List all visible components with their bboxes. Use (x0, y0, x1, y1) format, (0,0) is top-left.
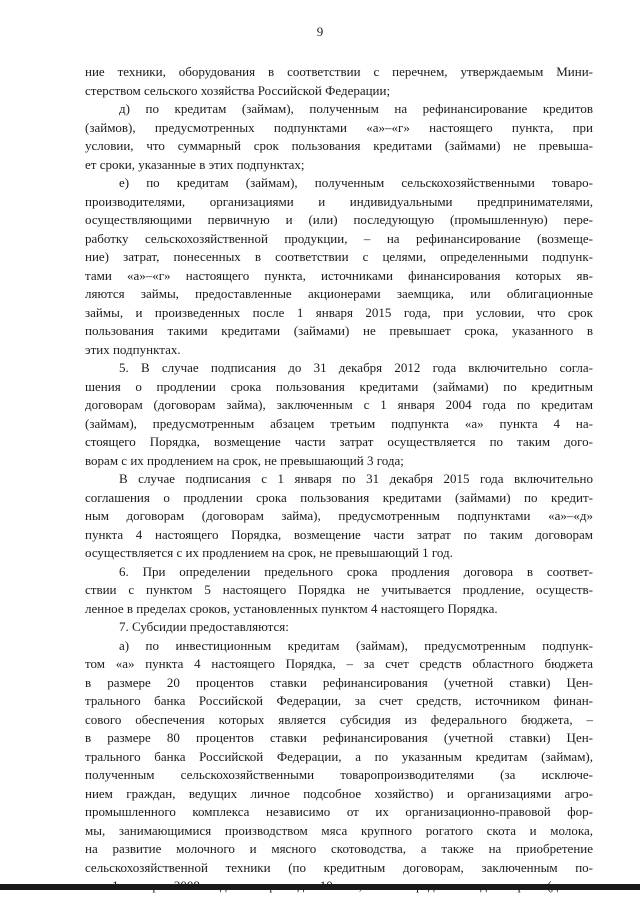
text-line: на развитие молочного и мясного скотоводства, а также на приобретение (85, 841, 593, 856)
text-line: сельскохозяйственной техники (по кредитным договорам, заключенным по- (85, 859, 593, 875)
text-line: нием граждан, ведущих личное подсобное хозяйство) и организациями агро- (85, 785, 593, 801)
document-body (85, 63, 593, 896)
text-line: е) по кредитам (займам), полученным сельскохозяйственными товаро- (119, 175, 593, 190)
text-line: ние) затрат, понесенных в соответствии с целями, определенными подпунк- (85, 249, 593, 264)
text-line: 6. При определении предельного срока продления договора в соответ- (119, 563, 593, 579)
text-line: 7. Субсидии предоставляются: (119, 619, 289, 634)
text-line: в размере 20 процентов ставки рефинансирования (учетной ставки) Цен- (85, 674, 593, 690)
text-line: займы, и произведенных после 1 января 2015 года, при условии, что срок (85, 304, 593, 320)
text-line: пункта 4 настоящего Порядка, возмещение части затрат по таким договорам (85, 526, 593, 542)
text-line: трального банка Российской Федерации, а по указанным кредитам (займам), (85, 748, 593, 764)
text-line: том «а» пункта 4 настоящего Порядка, – за счет средств областного бюджета (85, 656, 593, 671)
text-line: условии, что суммарный срок пользования кредитами (займами) не превыша- (85, 138, 593, 153)
text-line: производителями, организациями и индивидуальными предпринимателями, (85, 193, 593, 209)
text-line: этих подпунктах. (85, 341, 181, 357)
text-line: работку сельскохозяйственной продукции, – на рефинансирование (возмеще- (85, 230, 593, 246)
text-line: шения о продлении срока пользования кредитами (займами) по кредитным (85, 378, 593, 394)
text-line: осуществляющими первичную и (или) последующую (промышленную) пере- (85, 212, 593, 227)
text-line: ствии с пунктом 5 настоящего Порядка не учитывается продление, осуществ- (85, 582, 593, 597)
text-line: 5. В случае подписания до 31 декабря 2012 года включительно согла- (119, 360, 593, 375)
text-line: тами «а»–«г» настоящего пункта, источниками финансирования которых яв- (85, 267, 593, 283)
text-line: ние техники, оборудования в соответствии с перечнем, утверждаемым Мини- (85, 64, 593, 79)
text-line: промышленного комплекса независимо от их организационно-правовой фор- (85, 804, 593, 819)
text-line: ным договорам (договорам займа), предусмотренным подпунктами «а»–«д» (85, 508, 593, 523)
text-line: ленное в пределах сроков, установленных пунктом 4 настоящего Порядка. (85, 600, 498, 616)
text-line: В случае подписания с 1 января по 31 декабря 2015 года включительно (119, 471, 593, 486)
page-number: 9 (316, 24, 324, 39)
text-line: а) по инвестиционным кредитам (займам), предусмотренным подпунк- (119, 637, 593, 653)
text-line: сового обеспечения которых является субсидия из федерального бюджета, – (85, 711, 593, 727)
text-line: д) по кредитам (займам), полученным на рефинансирование кредитов (119, 101, 593, 116)
text-line: полученным сельскохозяйственными товаропроизводителями (за исключе- (85, 767, 593, 782)
text-line: осуществляется с их продлением на срок, не превышающий 1 год. (85, 545, 453, 560)
text-line: стоящего Порядка, возмещение части затрат осуществляется по таким дого- (85, 434, 593, 449)
text-line: (займов), предусмотренных подпунктами «а»–«г» настоящего пункта, при (85, 119, 593, 135)
text-line: (займам), предусмотренным абзацем третьим подпункта «а» пункта 4 на- (85, 415, 593, 431)
text-line: соглашения о продлении срока пользования кредитами (займами) по кредит- (85, 489, 593, 505)
text-line: пользования такими кредитами (займами) не превышает срока, указанного в (85, 323, 593, 338)
bottom-rule (0, 884, 640, 890)
text-line: ет сроки, указанные в этих подпунктах; (85, 156, 305, 172)
text-line: ворам с их продлением на срок, не превышающий 3 года; (85, 452, 404, 468)
text-line: в размере 80 процентов ставки рефинансирования (учетной ставки) Цен- (85, 730, 593, 745)
text-line: ляются займы, предоставленные акционерами заемщика, или облигационные (85, 286, 593, 301)
text-line: договорам (договорам займа), заключенным с 1 января 2004 года по кредитам (85, 397, 593, 412)
text-line: мы, занимающимися производством мяса крупного рогатого скота и молока, (85, 822, 593, 838)
text-line: трального банка Российской Федерации, за счет средств, источником финан- (85, 693, 593, 708)
text-line: стерством сельского хозяйства Российской Федерации; (85, 82, 391, 98)
